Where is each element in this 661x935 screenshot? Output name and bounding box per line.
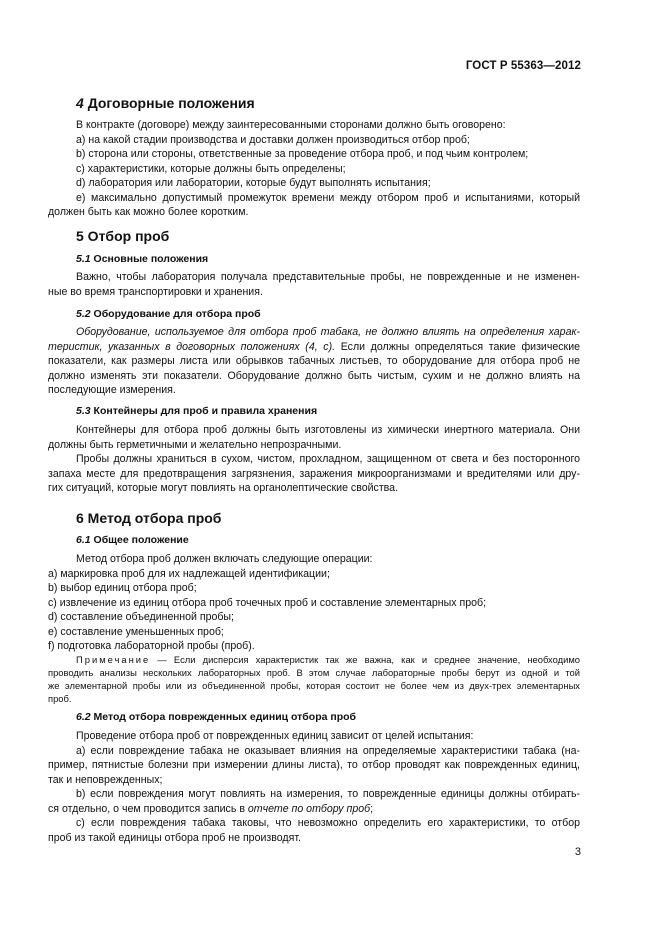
text-line: Метод отбора проб должен включать следующие операции: (76, 553, 373, 565)
text-line: так и неповрежденных; (48, 773, 163, 786)
text-line: должно изменять эти показатели. Оборудование должно быть чистым, сухим и не должно влиять на (48, 369, 580, 382)
list-item: c) характеристики, которые должны быть определены; (76, 162, 346, 175)
section-4-body (48, 118, 580, 220)
subsection-number: 5.3 (76, 405, 91, 417)
list-item: a) на какой стадии производства и доставки должен производиться отбор проб; (76, 133, 470, 146)
text-line: Важно, чтобы лаборатория получала представительные пробы, не поврежденные и не изменен- (76, 271, 580, 283)
subsection-title: Основные положения (93, 253, 209, 265)
subsection-5-1-body (48, 270, 580, 299)
text-fragment: ся отдельно, о чем проводится запись в (48, 802, 248, 815)
section-4-heading (76, 95, 255, 111)
subsection-5-3-body (48, 423, 580, 496)
note-text: — Если дисперсия характеристик так же важна, как и среднее значение, необходимо (150, 654, 580, 665)
subsection-title: Оборудование для отбора проб (93, 308, 261, 320)
note-line: же элементарной пробы или из объединенной пробы, которая состоит не более чем из двух-трех элементарных (48, 680, 580, 691)
text-line: проб из такой единицы отбора проб не производят. (48, 831, 301, 844)
list-item: a) маркировка проб для их надлежащей идентификации; (48, 567, 330, 580)
text-line: гих ситуаций, которые могут повлиять на органолептические свойства. (48, 482, 399, 494)
text-line: Пробы должны храниться в сухом, чистом, прохладном, защищенном от света и без посторонного (76, 453, 580, 465)
text-line: В контракте (договоре) между заинтересованными сторонами должно быть оговорено: (76, 119, 506, 131)
subsection-6-1-heading (76, 534, 189, 546)
text-line: должен быть как можно более коротким. (48, 206, 249, 218)
text-line: запаха месте для предотвращения загрязнения, заражения микроорганизмами и вредителями или дру- (48, 467, 580, 480)
text-line: пример, пятнистые болезни при измерении длины листа), то отбор проводят как поврежденных единиц, (48, 759, 580, 771)
text-line: последующие измерения. (48, 384, 176, 396)
subsection-number: 5.1 (76, 253, 91, 265)
subsection-5-3-heading (76, 405, 317, 417)
text-line: Контейнеры для отбора проб должны быть изготовлены из химически инертного материала. Они (76, 424, 580, 436)
note-block (48, 653, 580, 705)
text-fragment: Если должны определяться такие физические (335, 340, 580, 353)
list-item: e) составление уменьшенных проб; (48, 625, 224, 638)
note-line: проводить анализы нескольких лабораторных проб. В этом случае лабораторные пробы берут из одной и той (48, 667, 580, 678)
note-label: Примечание (76, 654, 151, 665)
subsection-5-2-heading (76, 308, 261, 320)
subsection-number: 6.2 (76, 711, 91, 723)
standard-header: ГОСТ Р 55363—2012 (465, 60, 581, 72)
text-line: Проведение отбора проб от поврежденных единиц зависит от целей испытания: (76, 730, 474, 742)
list-item: d) лаборатория или лаборатории, которые будут выполнять испытания; (76, 177, 431, 189)
text-fragment: ; (370, 802, 374, 815)
italic-fragment: отчете по отбору проб (247, 802, 371, 815)
text-line: Оборудование, используемое для отбора проб табака, не должно влиять на определения харак- (76, 326, 580, 338)
subsection-5-2-body (48, 325, 580, 398)
list-item: d) составление объединенной пробы; (48, 611, 234, 623)
subsection-6-1-body (48, 552, 580, 654)
italic-fragment: теристик, указанных в договорных положениях (4, c). (48, 340, 336, 353)
list-item: с) если повреждения табака таковы, что невозможно определить его характеристики, то отбор (76, 817, 580, 829)
subsection-6-2-heading (76, 711, 356, 723)
list-item: b) выбор единиц отбора проб; (48, 582, 197, 594)
text-line (48, 340, 580, 355)
list-item: b) сторона или стороны, ответственные за проведение отбора проб, и под чьим контролем; (76, 148, 529, 160)
list-item: b) если повреждения могут повлиять на измерения, то поврежденные единицы должны отбирать- (76, 788, 580, 800)
list-item: c) извлечение из единиц отбора проб точечных проб и составление элементарных проб; (48, 596, 487, 609)
list-item: e) максимально допустимый промежуток времени между отбором проб и испытаниями, который (76, 191, 580, 204)
section-6-heading: 6 Метод отбора проб (76, 510, 222, 526)
list-item: а) если повреждение табака не оказывает влияния на определяемые характеристики табака (на- (76, 744, 580, 757)
text-line: ные во время транспортировки и хранения. (48, 285, 263, 298)
text-line: показатели, как размеры листа или обрывков табачных листьев, то оборудование для отбора проб не (48, 355, 580, 367)
section-number: 4 (76, 95, 84, 111)
subsection-title: Метод отбора поврежденных единиц отбора проб (93, 711, 357, 723)
subsection-number: 6.1 (76, 534, 91, 546)
note-line: проб. (48, 693, 72, 704)
page-number: 3 (574, 846, 581, 858)
subsection-5-1-heading (76, 253, 208, 265)
text-line (48, 802, 580, 817)
section-5-heading: 5 Отбор проб (76, 228, 170, 244)
list-item: f) подготовка лабораторной пробы (проб). (48, 640, 255, 652)
section-title: Договорные положения (87, 95, 255, 111)
note-line (76, 653, 580, 666)
subsection-title: Контейнеры для проб и правила хранения (93, 405, 318, 417)
subsection-number: 5.2 (76, 308, 91, 320)
subsection-6-2-body (48, 729, 580, 845)
text-line: должны быть герметичными и желательно непрозрачными. (48, 438, 342, 451)
subsection-title: Общее положение (93, 534, 189, 546)
